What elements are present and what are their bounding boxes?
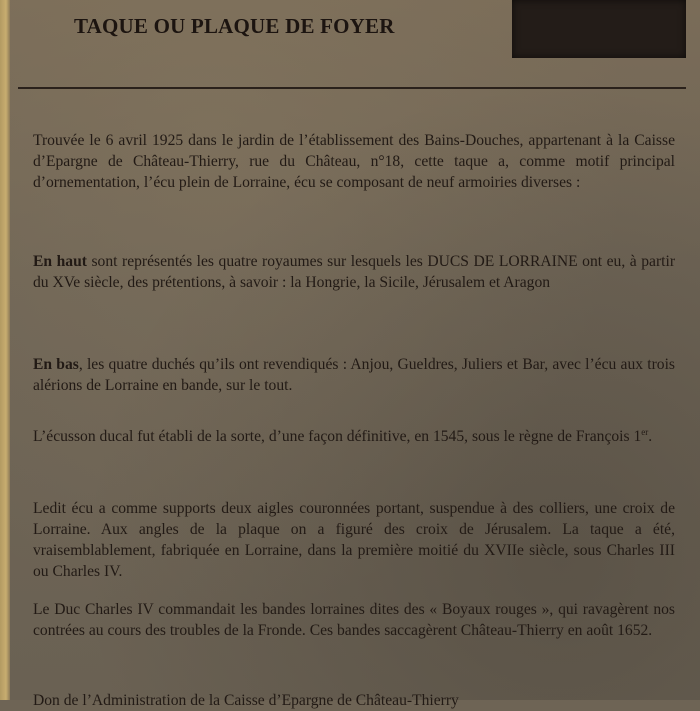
paragraph-donation <box>33 690 675 711</box>
paragraph-text: Ledit écu a comme supports deux aigles couronnées portant, suspendue à des colliers, une croix de Lorraine. Aux angles de la plaque on a figuré des croix de Jérusalem. La taque a été, vraisemblablement, fabriquée en Lorraine, dans la première moitié du XVIIe siècle, sous Charles III ou Charles IV. <box>33 499 675 580</box>
paragraph-text: , les quatre duchés qu’ils ont revendiqués : Anjou, Gueldres, Juliers et Bar, avec l’écu aux trois alérions de Lorraine en bande, sur le tout. <box>33 355 675 394</box>
paragraph-top-kingdoms <box>33 251 675 293</box>
paragraph-lead: En haut <box>33 252 87 270</box>
ordinal-superscript: er <box>641 426 649 437</box>
paragraph-bottom-duchies <box>33 354 675 396</box>
dark-label-block <box>512 0 686 58</box>
paragraph-text: L’écusson ducal fut établi de la sorte, d’une façon définitive, en 1545, sous le règne de François 1 <box>33 427 642 445</box>
paragraph-tail: . <box>648 427 653 445</box>
paragraph-text: sont représentés les quatre royaumes sur lesquels les DUCS DE LORRAINE ont eu, à partir du XVe siècle, des prétentions, à savoir : la Hongrie, la Sicile, Jérusalem et Aragon <box>33 252 676 291</box>
paragraph-text: Le Duc Charles IV commandait les bandes lorraines dites des « Boyaux rouges », qui ravagèrent nos contrées au cours des troubles de la Fronde. Ces bandes saccagèrent Château-Thierry en août 1652. <box>33 600 675 639</box>
title-divider <box>18 87 686 89</box>
wooden-frame-edge <box>0 0 10 700</box>
paragraph-charles-iv <box>33 599 675 641</box>
paragraph-lead: En bas <box>33 355 79 373</box>
plaque-title: TAQUE OU PLAQUE DE FOYER <box>74 14 395 38</box>
paragraph-supports <box>33 498 675 582</box>
paragraph-text: Don de l’Administration de la Caisse d’Epargne de Château-Thierry <box>33 691 459 709</box>
paragraph-discovery <box>33 130 675 193</box>
paragraph-text: Trouvée le 6 avril 1925 dans le jardin de l’établissement des Bains-Douches, appartenant à la Caisse d’Epargne de Château-Thierry, rue du Château, n°18, cette taque a, comme motif principal d’ornementation, l’écu plein de Lorraine, écu se composant de neuf armoiries diverses : <box>33 131 675 191</box>
paragraph-ducal-shield <box>33 426 675 447</box>
